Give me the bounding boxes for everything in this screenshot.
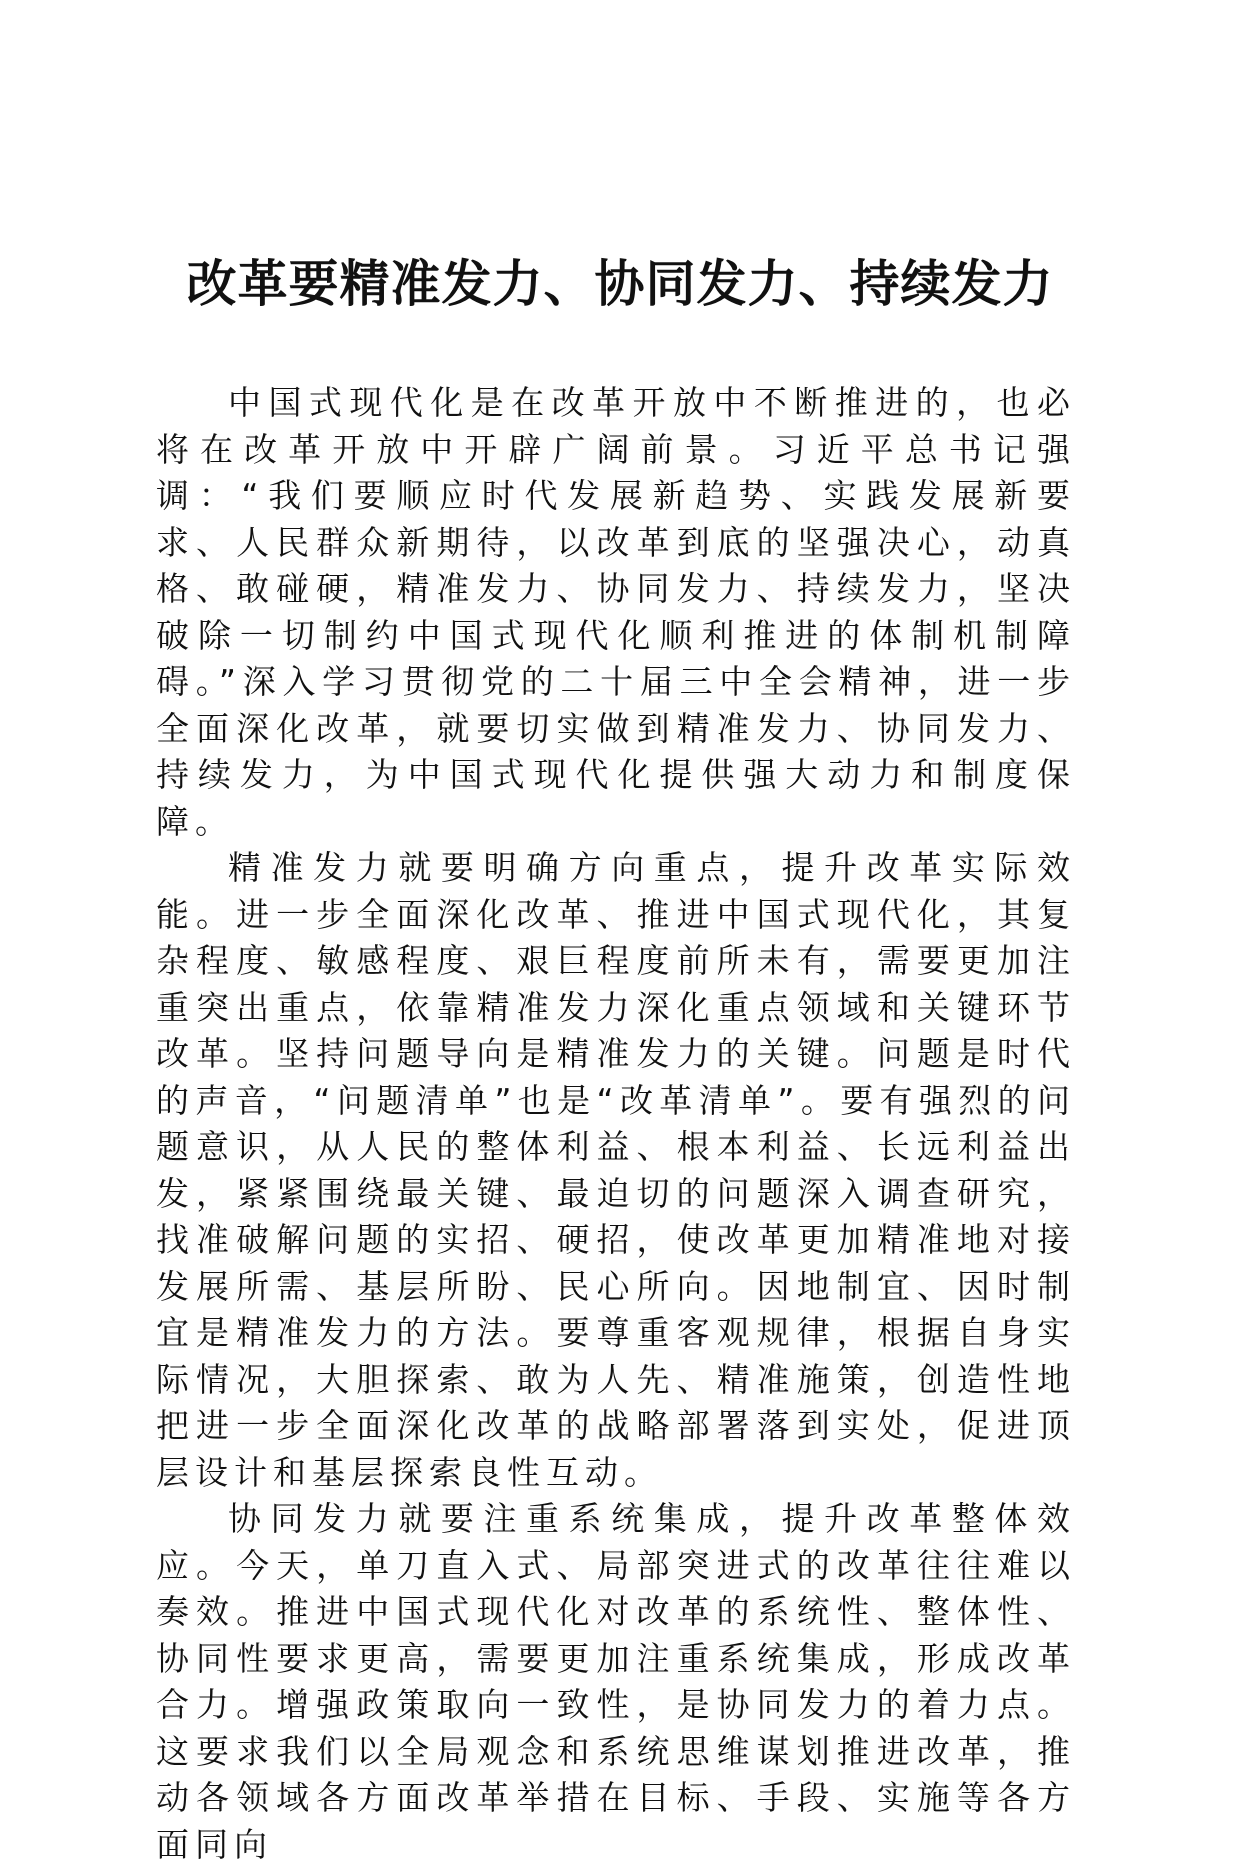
document-body xyxy=(156,380,1076,1868)
paragraph-2: 精准发力就要明确方向重点，提升改革实际效能。进一步全面深化改革、推进中国式现代化，其复杂程度、敏感程度、艰巨程度前所未有，需要更加注重突出重点，依靠精准发力深化重点领域和关键环节改革。坚持问题导向是精准发力的关键。问题是时代的声音，“问题清单”也是“改革清单”。要有强烈的问题意识，从人民的整体利益、根本利益、长远利益出发，紧紧围绕最关键、最迫切的问题深入调查研究，找准破解问题的实招、硬招，使改革更加精准地对接发展所需、基层所盼、民心所向。因地制宜、因时制宜是精准发力的方法。要尊重客观规律，根据自身实际情况，大胆探索、敢为人先、精准施策，创造性地把进一步全面深化改革的战略部署落到实处，促进顶层设计和基层探索良性互动。 xyxy=(156,848,1076,1492)
paragraph-1: 中国式现代化是在改革开放中不断推进的，也必将在改革开放中开辟广阔前景。习近平总书记强调：“我们要顺应时代发展新趋势、实践发展新要求、人民群众新期待，以改革到底的坚强决心，动真格、敢碰硬，精准发力、协同发力、持续发力，坚决破除一切制约中国式现代化顺利推进的体制机制障碍。”深入学习贯彻党的二十届三中全会精神，进一步全面深化改革，就要切实做到精准发力、协同发力、持续发力，为中国式现代化提供强大动力和制度保障。 xyxy=(156,383,1076,841)
document-title: 改革要精准发力、协同发力、持续发力 xyxy=(186,254,1054,313)
paragraph-3: 协同发力就要注重系统集成，提升改革整体效应。今天，单刀直入式、局部突进式的改革往往难以奏效。推进中国式现代化对改革的系统性、整体性、协同性要求更高，需要更加注重系统集成，形成改革合力。增强政策取向一致性，是协同发力的着力点。这要求我们以全局观念和系统思维谋划推进改革，推动各领域各方面改革举措在目标、手段、实施等各方面同向 xyxy=(156,1499,1076,1864)
